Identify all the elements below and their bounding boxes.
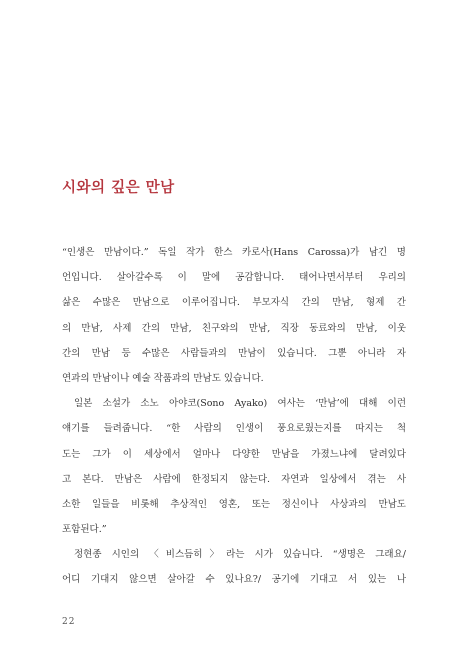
paragraph-1-line-6: 연과의 만남이나 예술 작품과의 만남도 있습니다. [62,372,264,384]
paragraph-1-line-5: 간의 만남 등 수많은 사람들과의 만남이 있습니다. 그뿐 아니라 자 [62,347,406,359]
paragraph-2-line-2: 얘기를 들려줍니다. “한 사람의 인생이 풍요로웠는지를 따지는 척 [62,423,406,435]
paragraph-3-line-1: 정현종 시인의 〈비스듬히〉라는 시가 있습니다. “생명은 그래요/ [74,549,406,561]
paragraph-1-line-1: “인생은 만남이다.” 독일 작가 한스 카로사(Hans Carossa)가 남긴 명 [62,247,406,258]
paragraph-2-line-4: 고 본다. 만남은 사람에 한정되지 않는다. 자연과 일상에서 겪는 사 [62,473,406,485]
paragraph-1-line-2: 언입니다. 살아갈수록 이 말에 공감합니다. 태어나면서부터 우리의 [62,272,406,284]
paragraph-2-line-3: 도는 그가 이 세상에서 얼마나 다양한 만남을 가졌느냐에 달려있다 [62,448,406,460]
page-number: 22 [62,617,76,627]
body-text [62,240,406,593]
paragraph-3-line-2: 어디 기대지 않으면 살아갈 수 있나요?/ 공기에 기대고 서 있는 나 [62,574,406,586]
paragraph-2-line-5: 소한 일들을 비롯해 추상적인 영혼, 또는 정신이나 사상과의 만남도 [62,498,406,510]
chapter-title: 시와의 깊은 만남 [62,180,175,196]
paragraph-1-line-4: 의 만남, 사제 간의 만남, 친구와의 만남, 직장 동료와의 만남, 이웃 [62,322,406,334]
paragraph-1-line-3: 삶은 수많은 만남으로 이루어집니다. 부모자식 간의 만남, 형제 간 [62,297,406,309]
paragraph-2-line-1: 일본 소설가 소노 아야코(Sono Ayako) 여사는 ‘만남’에 대해 이런 [74,398,406,410]
paragraph-2-line-6: 포함된다.” [62,524,107,536]
